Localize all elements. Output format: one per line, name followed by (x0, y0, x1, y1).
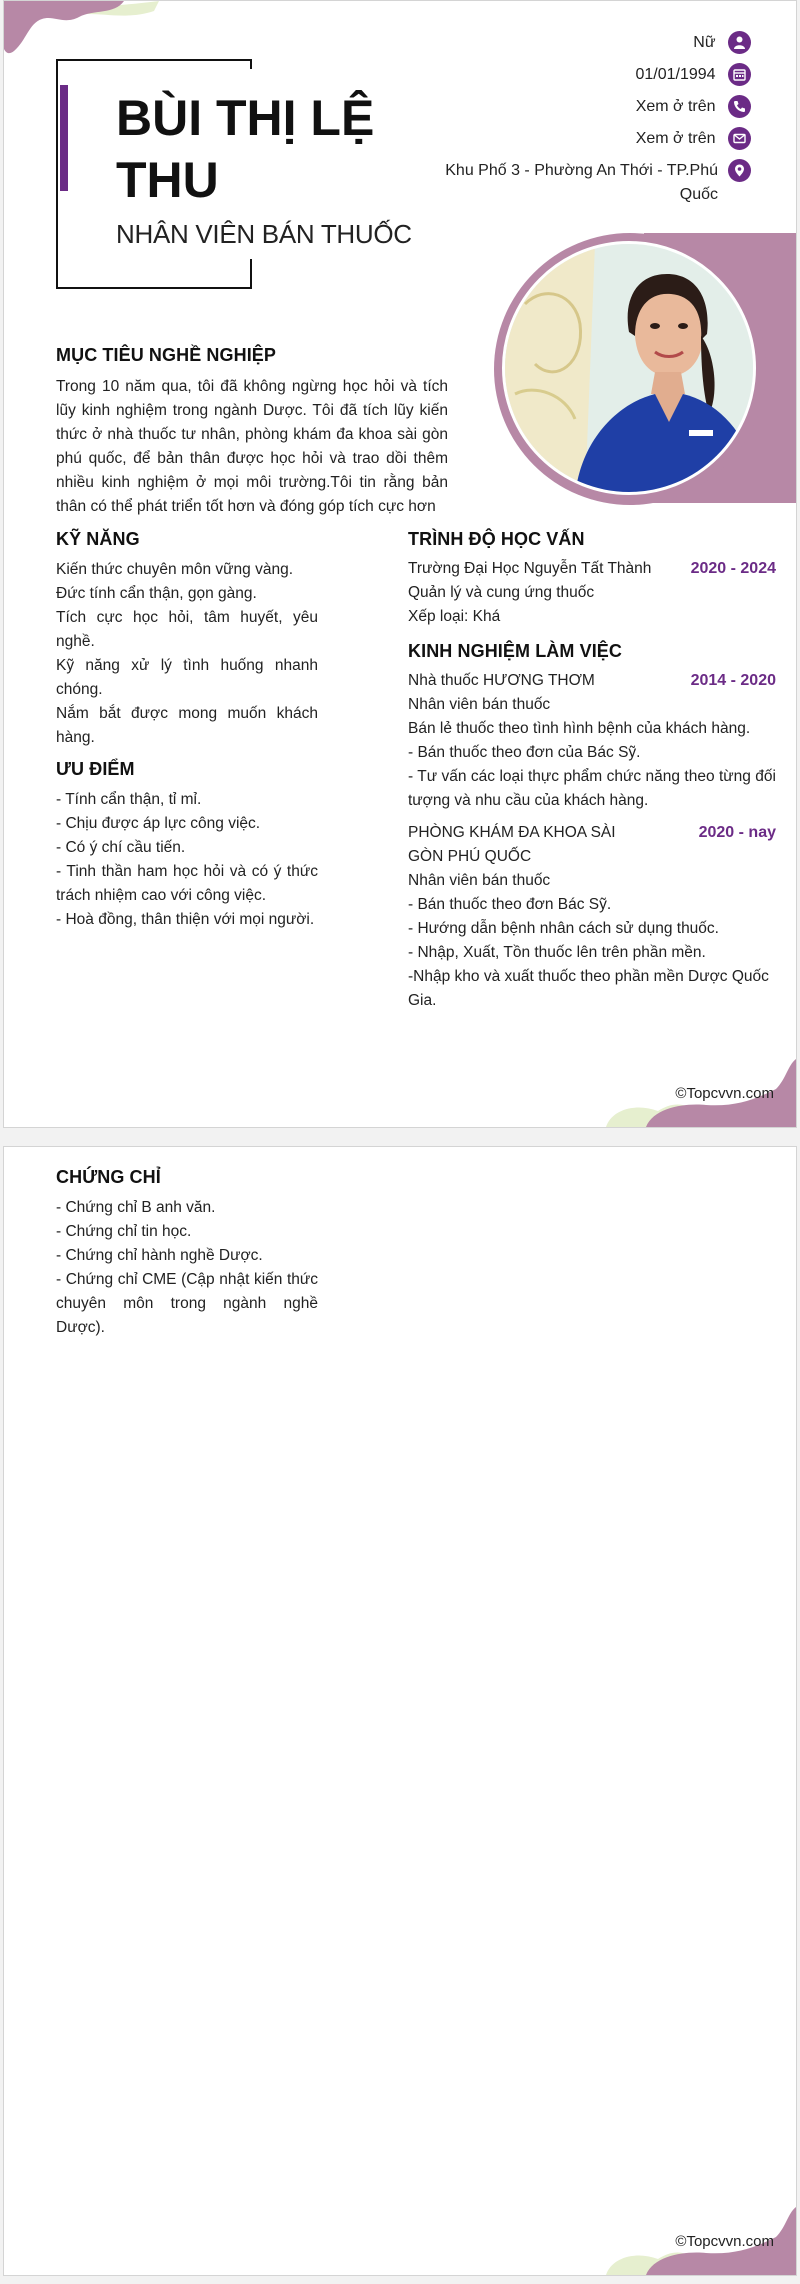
accent-bar (60, 85, 68, 191)
certificates-list (56, 1196, 318, 1340)
list-item: - Tính cẩn thận, tỉ mỉ. (56, 791, 202, 808)
list-item: - Có ý chí cầu tiến. (56, 839, 186, 856)
phone-icon (728, 95, 751, 118)
job-title: Nhân viên bán thuốc (408, 696, 551, 713)
list-item: Nắm bắt được mong muốn khách hàng. (56, 705, 318, 746)
contact-email (636, 127, 751, 150)
strengths-heading: ƯU ĐIỂM (56, 759, 135, 779)
copyright: ©Topcvvn.com (675, 2233, 774, 2250)
education-major: Quản lý và cung ứng thuốc (408, 584, 595, 601)
contact-address-text: Khu Phố 3 - Phường An Thới - TP.Phú Quốc (445, 162, 718, 203)
contact-gender-text: Nữ (693, 33, 716, 51)
title-frame-top (56, 59, 252, 61)
job-period: 2020 - nay (698, 824, 776, 841)
job-line: -Nhập kho và xuất thuốc theo phần mền Dược Quốc Gia. (408, 968, 769, 1009)
education-heading: TRÌNH ĐỘ HỌC VẤN (408, 529, 585, 549)
objective-text: Trong 10 năm qua, tôi đã không ngừng học hỏi và tích lũy kinh nghiệm trong ngành Dược. Tôi đã tích lũy kiến thức ở nhà thuốc tư nhân, phòng khám đa khoa sài gòn phú quốc, để bản thân được học hỏi và trao dồi thêm nhiều kinh nghiệm ở mọi môi trường.Tôi tin rằng bản thân có thể phát triển tốt hơn và đóng góp tích cực hơn (56, 378, 448, 515)
list-item: Kiến thức chuyên môn vững vàng. (56, 561, 294, 578)
cv-page-1 (3, 0, 797, 1128)
education-grade: Xếp loại: Khá (408, 608, 501, 625)
job-row (408, 669, 776, 693)
cv-page-2 (3, 1146, 797, 2276)
contact-phone-text: Xem ở trên (635, 97, 716, 115)
job-row (408, 821, 776, 869)
list-item: - Chịu được áp lực công việc. (56, 815, 261, 832)
education-period: 2020 - 2024 (690, 560, 776, 577)
job-title: Nhân viên bán thuốc (408, 872, 551, 889)
list-item: Kỹ năng xử lý tình huống nhanh chóng. (56, 657, 318, 698)
contact-email-text: Xem ở trên (635, 129, 716, 147)
contact-birthday (635, 63, 751, 86)
job-line: - Bán thuốc theo đơn của Bác Sỹ. (408, 744, 641, 761)
person-icon (728, 31, 751, 54)
job-line: - Tư vấn các loại thực phẩm chức năng theo từng đối tượng và nhu cầu của khách hàng. (408, 768, 776, 809)
calendar-icon (728, 63, 751, 86)
strengths-list (56, 788, 318, 932)
candidate-name: BÙI THỊ LỆ THU (116, 90, 375, 208)
corner-decoration-top-left (4, 1, 164, 61)
experience-job-1 (408, 669, 776, 813)
copyright: ©Topcvvn.com (675, 1085, 774, 1102)
list-item: Tích cực học hỏi, tâm huyết, yêu nghề. (56, 609, 318, 650)
job-line: - Hướng dẫn bệnh nhân cách sử dụng thuốc. (408, 920, 719, 937)
experience-heading: KINH NGHIỆM LÀM VIỆC (408, 641, 623, 661)
job-line: - Bán thuốc theo đơn Bác Sỹ. (408, 896, 612, 913)
education-school: Trường Đại Học Nguyễn Tất Thành (408, 560, 652, 577)
skills-list (56, 558, 318, 750)
list-item: - Chứng chỉ tin học. (56, 1223, 192, 1240)
list-item: - Tinh thần ham học hỏi và có ý thức trách nhiệm cao với công việc. (56, 863, 318, 904)
job-line: - Nhập, Xuất, Tồn thuốc lên trên phần mền. (408, 944, 706, 961)
experience-job-2 (408, 821, 776, 1013)
list-item: - Chứng chỉ hành nghề Dược. (56, 1247, 263, 1264)
title-frame-bottom (56, 287, 252, 289)
objective-heading: MỤC TIÊU NGHỀ NGHIỆP (56, 345, 277, 365)
job-company: PHÒNG KHÁM ĐA KHOA SÀI GÒN PHÚ QUỐC (408, 824, 616, 865)
title-frame-tick (250, 259, 252, 289)
contact-birthday-text: 01/01/1994 (635, 65, 716, 83)
profile-photo (502, 241, 756, 495)
list-item: Đức tính cẩn thận, gọn gàng. (56, 585, 257, 602)
list-item: - Hoà đồng, thân thiện với mọi người. (56, 911, 315, 928)
list-item: - Chứng chỉ CME (Cập nhật kiến thức chuyên môn trong ngành nghề Dược). (56, 1271, 318, 1336)
skills-heading: KỸ NĂNG (56, 529, 140, 549)
candidate-role: NHÂN VIÊN BÁN THUỐC (116, 219, 412, 249)
job-company: Nhà thuốc HƯƠNG THƠM (408, 672, 595, 689)
education-block (408, 557, 776, 629)
job-period: 2014 - 2020 (690, 672, 776, 689)
job-line: Bán lẻ thuốc theo tình hình bệnh của khách hàng. (408, 720, 751, 737)
list-item: - Chứng chỉ B anh văn. (56, 1199, 216, 1216)
contact-address (431, 159, 751, 207)
email-icon (728, 127, 751, 150)
location-icon (728, 159, 751, 182)
contact-phone (636, 95, 751, 118)
contact-gender (693, 31, 751, 54)
certificates-heading: CHỨNG CHỈ (56, 1167, 161, 1187)
title-frame-left (56, 59, 58, 289)
education-row (408, 557, 776, 581)
title-frame-tick (250, 59, 252, 69)
